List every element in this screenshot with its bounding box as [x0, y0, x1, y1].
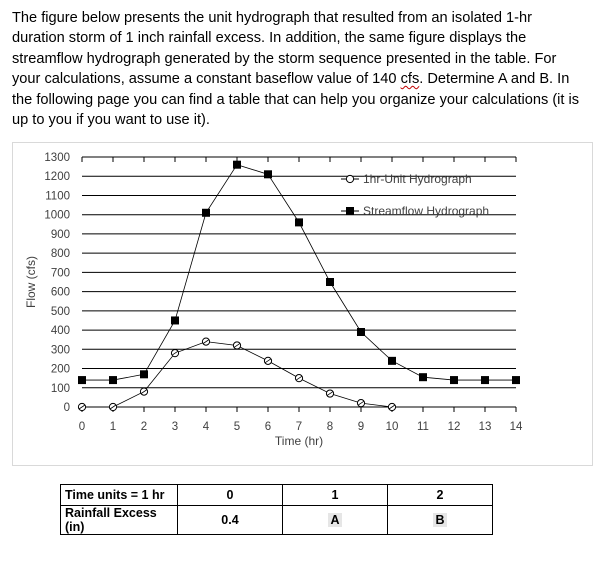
problem-line: duration storm of 1 inch rainfall excess. In addition, the same figure displays the — [12, 30, 527, 47]
streamflow-point — [481, 376, 489, 384]
table-row — [61, 506, 493, 535]
x-tick-label: 8 — [326, 421, 334, 433]
table-cell — [283, 506, 388, 535]
y-tick-label: 0 — [63, 402, 70, 414]
streamflow-point — [140, 370, 148, 378]
x-tick-label: 7 — [295, 421, 303, 433]
x-tick-label: 5 — [233, 421, 241, 433]
table-header-cell: Rainfall Excess (in) — [61, 506, 178, 535]
y-tick-label: 400 — [50, 325, 70, 338]
x-tick-label: 11 — [417, 421, 429, 433]
y-tick-label: 700 — [50, 267, 70, 280]
y-tick-label: 800 — [50, 248, 70, 261]
cfs-unit: cfs — [400, 71, 420, 88]
y-tick-label: 600 — [50, 286, 70, 299]
unknown-a: A — [330, 513, 340, 527]
table-header-cell: Time units = 1 hr — [61, 485, 178, 506]
table-cell — [388, 506, 493, 535]
problem-line — [12, 69, 597, 89]
streamflow-point — [264, 170, 272, 178]
problem-line: The figure below presents the unit hydrograph that resulted from an isolated 1-hr — [12, 10, 532, 26]
streamflow-point — [171, 316, 179, 324]
hydrograph-chart — [13, 143, 592, 465]
y-tick-label: 100 — [50, 382, 70, 395]
unknown-b: B — [435, 513, 445, 527]
y-tick-label: 1100 — [45, 190, 70, 203]
y-tick-label: 200 — [50, 363, 70, 376]
streamflow-point — [388, 357, 396, 365]
series-line — [82, 342, 392, 407]
x-axis-title: Time (hr) — [274, 434, 324, 448]
streamflow-point — [450, 376, 458, 384]
x-tick-label: 10 — [385, 421, 399, 433]
streamflow-point — [419, 373, 427, 381]
problem-line: streamflow hydrograph generated by the storm sequence presented in the table. For — [12, 50, 557, 67]
x-tick-label: 4 — [202, 421, 210, 433]
streamflow-point — [512, 376, 520, 384]
rainfall-table — [60, 484, 493, 535]
x-tick-label: 1 — [109, 421, 117, 433]
x-tick-label: 6 — [264, 421, 272, 433]
streamflow-point — [233, 161, 241, 169]
legend-label-streamflow: Streamflow Hydrograph — [363, 204, 490, 218]
y-tick-label: 1300 — [44, 152, 70, 164]
x-tick-label: 3 — [171, 421, 179, 433]
streamflow-point — [78, 376, 86, 384]
table-cell: 0.4 — [178, 506, 283, 535]
problem-text: . Determine A and B. In — [419, 71, 570, 88]
streamflow-point — [202, 209, 210, 217]
streamflow-point — [109, 376, 117, 384]
table-cell: 1 — [283, 485, 388, 506]
x-tick-label: 12 — [447, 421, 461, 433]
table-row — [61, 485, 493, 506]
x-tick-label: 2 — [140, 421, 148, 433]
problem-line: up to you if you want to use it). — [12, 112, 210, 129]
streamflow-point — [326, 278, 334, 286]
problem-line: the following page you can find a table that can help you organize your calculations (it is — [12, 91, 580, 108]
table-cell: 2 — [388, 485, 493, 506]
table-cell: 0 — [178, 485, 283, 506]
y-tick-label: 500 — [50, 305, 70, 318]
y-tick-label: 1000 — [44, 209, 70, 222]
y-tick-label: 1200 — [44, 171, 70, 184]
streamflow-point — [295, 218, 303, 226]
y-tick-label: 900 — [50, 228, 70, 241]
x-tick-label: 13 — [478, 421, 492, 433]
y-axis-title: Flow (cfs) — [24, 256, 38, 308]
y-tick-label: 300 — [50, 344, 70, 357]
streamflow-point — [357, 328, 365, 336]
x-tick-label: 0 — [78, 421, 86, 433]
x-tick-label: 9 — [357, 421, 365, 433]
legend-marker-streamflow — [346, 207, 354, 215]
problem-statement — [12, 8, 597, 130]
legend-label-unit: 1hr-Unit Hydrograph — [363, 172, 472, 186]
problem-text: your calculations, assume a constant baseflow value of 140 — [12, 71, 401, 88]
x-tick-label: 14 — [509, 421, 523, 433]
legend-marker-unit — [346, 175, 353, 182]
chart-area — [12, 142, 593, 466]
